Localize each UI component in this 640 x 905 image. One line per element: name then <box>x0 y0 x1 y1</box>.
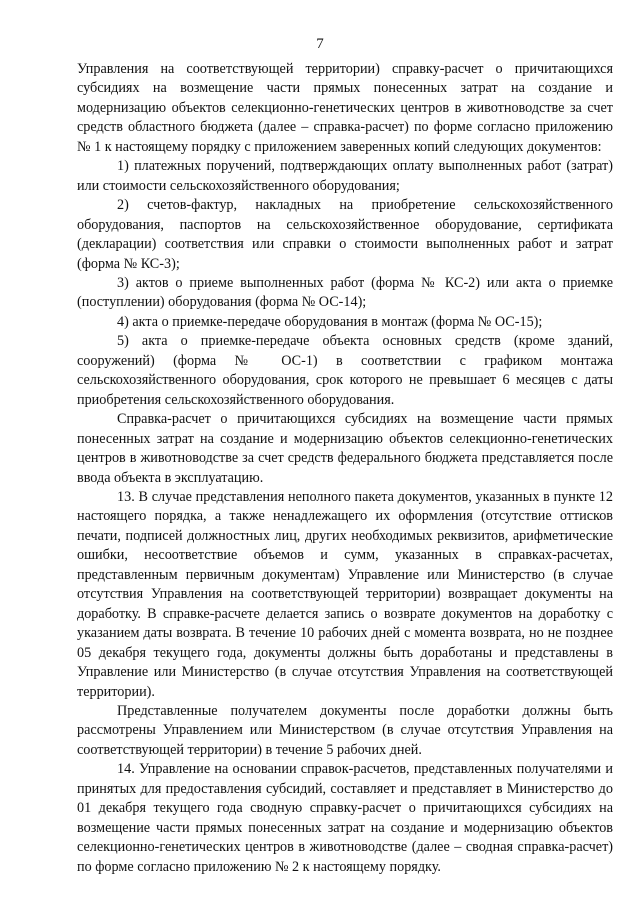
clause-14: 14. Управление на основании справок-расчетов, представленных получателями и принятых для предоставления субсидий, составляет и представляет в Министерство до 01 декабря текущего года сводную справку-расчет о причитающихся субсидиях на возмещение части прямых понесенных затрат на создание и модернизацию объектов селекционно-генетических центров в животноводстве (далее – сводная справка-расчет) по форме согласно приложению № 2 к настоящему порядку. <box>77 761 613 875</box>
paragraph-intro: Управления на соответствующей территории) справку-расчет о причитающихся субсидиях на возмещение части прямых понесенных затрат на создание и модернизацию объектов селекционно-генетических центров в животноводстве за счет средств областного бюджета (далее – справка-расчет) по форме согласно приложению № 1 к настоящему порядку с приложением заверенных копий следующих документов: <box>77 61 613 155</box>
list-item-1: 1) платежных поручений, подтверждающих оплату выполненных работ (затрат) или стоимости сельскохозяйственного оборудования; <box>77 158 613 194</box>
page-number: 7 <box>316 36 324 52</box>
list-item-2: 2) счетов-фактур, накладных на приобретение сельскохозяйственного оборудования, паспортов на сельскохозяйственное оборудование, сертификата (декларации) соответствия или справки о стоимости выполненных работ и затрат (форма № КС-3); <box>77 197 613 272</box>
paragraph-review-period: Представленные получателем документы после доработки должны быть рассмотрены Управлением или Министерством (в случае отсутствия Управления на соответствующей территории) в течение 5 рабочих дней. <box>77 702 613 758</box>
paragraph-federal-budget: Справка-расчет о причитающихся субсидиях на возмещение части прямых понесенных затрат на создание и модернизацию объектов селекционно-генетических центров в животноводстве за счет средств федерального бюджета представляется после ввода объекта в эксплуатацию. <box>77 411 613 486</box>
list-item-4: 4) акта о приемке-передаче оборудования в монтаж (форма № ОС-15); <box>117 313 543 330</box>
list-item-5: 5) акта о приемке-передаче объекта основных средств (кроме зданий, сооружений) (форма № ОС-1) в соответствии с графиком монтажа сельскохозяйственного оборудования, срок которого не превышает 6 месяцев с даты приобретения сельскохозяйственного оборудования. <box>77 333 613 408</box>
body-text <box>77 60 613 877</box>
list-item-3: 3) актов о приеме выполненных работ (форма № КС-2) или акта о приемке (поступлении) оборудования (форма № ОС-14); <box>77 274 613 311</box>
clause-13: 13. В случае представления неполного пакета документов, указанных в пункте 12 настоящего порядка, а также ненадлежащего их оформления (отсутствие оттисков печати, подписей должностных лиц, других необходимых реквизитов, арифметические ошибки, несоответствие объемов и сумм, указанных в справках-расчетах, представленным первичным документам) Управление или Министерство (в случае отсутствия Управления на соответствующей территории) возвращает документы на доработку. В справке-расчете делается запись о возврате документов на доработку с указанием даты возврата. В течение 10 рабочих дней с момента возврата, но не позднее 05 декабря текущего года, документы должны быть доработаны и представлены в Управление или Министерство (в случае отсутствия Управления на соответствующей территории). <box>77 488 613 700</box>
